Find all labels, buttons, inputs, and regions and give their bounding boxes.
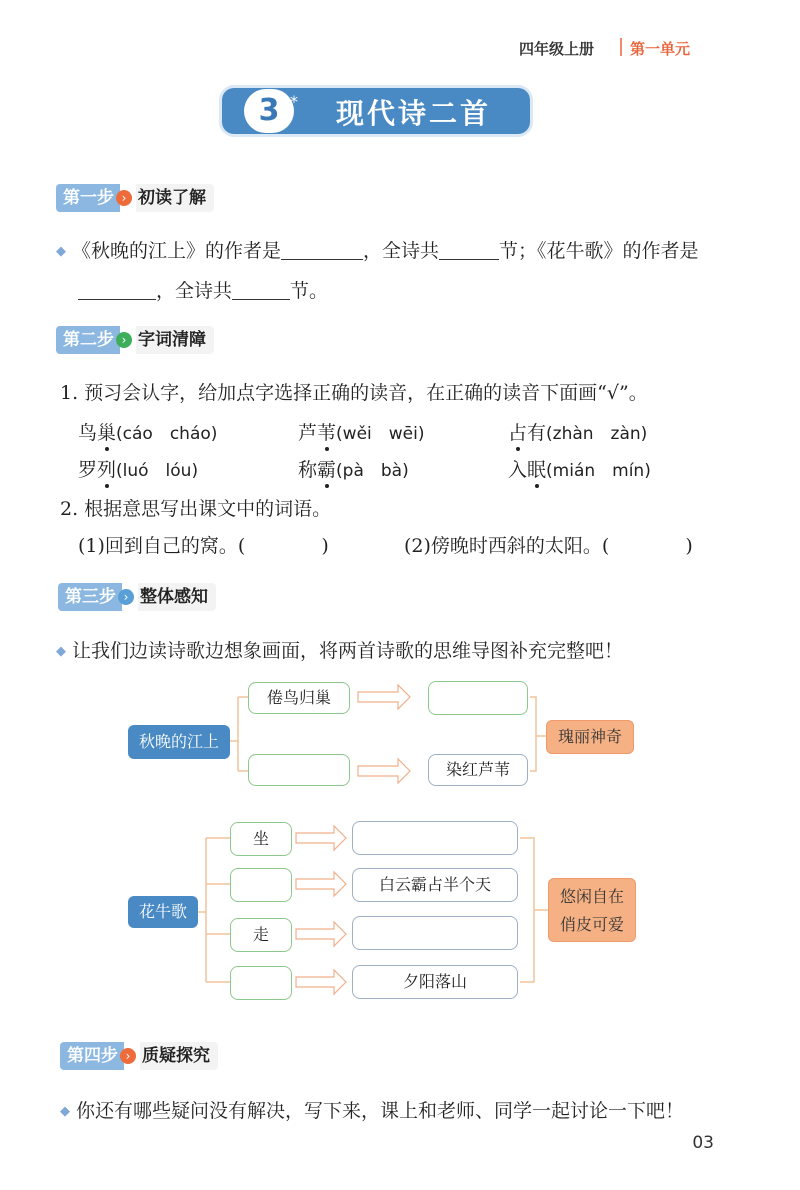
step1-text-b: ，全诗共	[363, 240, 440, 262]
word-item: 罗列(luó lóu)	[78, 459, 199, 481]
word-item: 鸟巢(cáo cháo)	[78, 422, 218, 444]
lesson-number: 3	[244, 89, 294, 133]
mindmap2-summary	[548, 878, 636, 942]
word-item: 称霸(pà bà)	[298, 459, 409, 481]
mindmap2-left-3: 走	[230, 918, 292, 952]
step1-text-c: 节；《花牛歌》的作者是	[499, 240, 699, 262]
step1-title: 初读了解	[136, 184, 214, 212]
step2-label: 第二步	[56, 326, 120, 354]
mindmap2-right-3-blank[interactable]	[352, 916, 518, 950]
word-item: 占有(zhàn zàn)	[508, 422, 648, 444]
pinyin-options[interactable]: (pà bà)	[336, 461, 409, 481]
step4-instruction	[60, 1096, 684, 1123]
mindmap1-summary: 瑰丽神奇	[546, 720, 634, 754]
step2-q2-1[interactable]: (1)回到自己的窝。( )	[78, 535, 329, 557]
mindmap1-result-1-blank[interactable]	[428, 681, 528, 715]
step1-label: 第一步	[56, 184, 120, 212]
dotted-char: 占	[508, 422, 528, 444]
diamond-bullet-icon: ◆	[60, 1104, 70, 1119]
lesson-title: 现代诗二首	[336, 97, 492, 130]
pinyin-options[interactable]: (wěi wēi)	[336, 424, 425, 444]
chevron-right-icon: ›	[116, 190, 132, 206]
dotted-char: 眠	[527, 459, 547, 481]
pinyin-options[interactable]: (mián mín)	[546, 461, 651, 481]
mindmap2-right-4: 夕阳落山	[352, 965, 518, 999]
step1-text-e: 节。	[290, 280, 329, 302]
mindmap2-right-2: 白云霸占半个天	[352, 868, 518, 902]
mindmap2-right-1-blank[interactable]	[352, 821, 518, 855]
step4-header	[60, 1042, 218, 1070]
step4-instruction-text: 你还有哪些疑问没有解决，写下来，课上和老师、同学一起讨论一下吧！	[76, 1100, 685, 1122]
step1-text-d: ，全诗共	[156, 280, 233, 302]
word-item: 芦苇(wěi wēi)	[298, 422, 425, 444]
mindmap2-left-1: 坐	[230, 822, 292, 856]
header-grade: 四年级上册	[519, 40, 595, 58]
mindmap2-left-4-blank[interactable]	[230, 966, 292, 1000]
mindmap2-root: 花牛歌	[128, 896, 198, 928]
dotted-char: 巢	[97, 422, 117, 444]
step4-title: 质疑探究	[140, 1042, 218, 1070]
step2-q2-2[interactable]: (2)傍晚时西斜的太阳。( )	[404, 535, 693, 557]
header-unit: 第一单元	[630, 40, 691, 58]
step3-label: 第三步	[58, 583, 122, 611]
step2-q2: 2. 根据意思写出课文中的词语。	[60, 498, 332, 520]
step1-text-a: 《秋晚的江上》的作者是	[72, 240, 282, 262]
dotted-char: 列	[97, 459, 117, 481]
pinyin-options[interactable]: (zhàn zàn)	[546, 424, 648, 444]
pinyin-options[interactable]: (cáo cháo)	[116, 424, 218, 444]
chevron-right-icon: ›	[120, 1048, 136, 1064]
pinyin-options[interactable]: (luó lóu)	[116, 461, 199, 481]
dotted-char: 苇	[317, 422, 337, 444]
dotted-char: 霸	[317, 459, 337, 481]
mindmap2-summary-1: 悠闲自在	[559, 887, 624, 906]
mindmap1-root: 秋晚的江上	[128, 725, 230, 759]
chevron-right-icon: ›	[118, 589, 134, 605]
step3-title: 整体感知	[138, 583, 216, 611]
step4-label: 第四步	[60, 1042, 124, 1070]
mindmap1-result-2: 染红芦苇	[428, 754, 528, 786]
lesson-star: *	[290, 92, 298, 111]
mindmap1-branch-2-blank[interactable]	[248, 754, 350, 786]
word-item: 入眠(mián mín)	[508, 459, 651, 481]
diamond-bullet-icon: ◆	[56, 244, 66, 259]
chevron-right-icon: ›	[116, 332, 132, 348]
step2-title: 字词清障	[136, 326, 214, 354]
mindmap2-summary-2: 俏皮可爱	[559, 915, 624, 934]
diamond-bullet-icon: ◆	[56, 644, 66, 659]
mindmap2-left-2-blank[interactable]	[230, 868, 292, 902]
page-number: 03	[692, 1133, 714, 1153]
step3-instruction-text: 让我们边读诗歌边想象画面，将两首诗歌的思维导图补充完整吧！	[72, 640, 624, 662]
mindmap1-branch-1: 倦鸟归巢	[248, 682, 350, 714]
step2-q1: 1. 预习会认字，给加点字选择正确的读音，在正确的读音下面画“√”。	[60, 382, 648, 404]
